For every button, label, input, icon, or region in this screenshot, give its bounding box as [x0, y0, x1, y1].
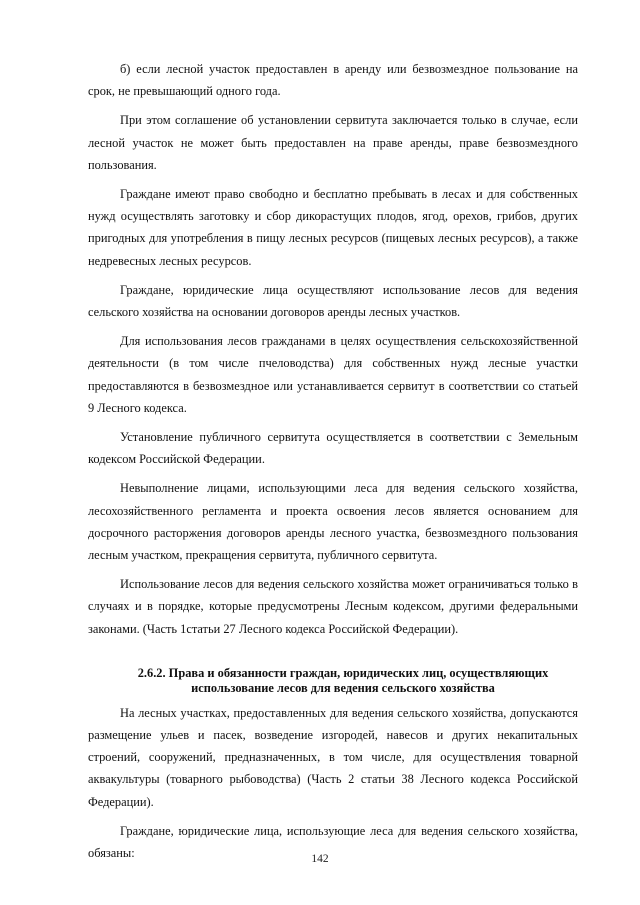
paragraph-lease-term: б) если лесной участок предоставлен в аренду или безвозмездное пользование на срок, не превышающий одного года. — [88, 62, 578, 99]
document-page — [88, 58, 578, 871]
paragraph-citizens-rights: Граждане имеют право свободно и бесплатно пребывать в лесах и для собственных нужд осуществлять заготовку и сбор дикорастущих плодов, ягод, орехов, грибов, других пригодных для употребления в пищу лесных ресурсов (пищевых лесных ресурсов), а также недревесных лесных ресурсов. — [88, 187, 578, 268]
paragraph-lease-basis: Граждане, юридические лица осуществляют использование лесов для ведения сельского хозяйства на основании договоров аренды лесных участков. — [88, 282, 578, 320]
paragraph-obligations-intro: Граждане, юридические лица, использующие леса для ведения сельского хозяйства, обязаны: — [88, 823, 578, 861]
section-heading-line1: 2.6.2. Права и обязанности граждан, юридических лиц, осуществляющих — [137, 665, 549, 680]
paragraph-agricultural-use: Для использования лесов гражданами в целях осуществления сельскохозяйственной деятельности (в том числе пчеловодства) для собственных нужд лесные участки предоставляются в безвозмездное или устанавливается сервитут в соответствии со статьей 9 Лесного кодекса. — [88, 334, 578, 415]
paragraph-restrictions: Использование лесов для ведения сельского хозяйства может ограничиваться только в случаях и в порядке, которые предусмотрены Лесным кодексом, другими федеральными законами. (Часть 1статьи 27 Лесного кодекса Российской Федерации). — [88, 577, 578, 636]
paragraph-termination: Невыполнение лицами, использующими леса для ведения сельского хозяйства, лесохозяйственного регламента и проекта освоения лесов является основанием для досрочного расторжения договоров аренды лесного участка, безвозмездного пользования лесным участком, прекращения сервитута, публичного сервитута. — [88, 481, 578, 563]
section-heading — [88, 666, 578, 696]
page-number: 142 — [311, 853, 329, 865]
section-heading-line2: использование лесов для ведения сельского хозяйства — [191, 680, 495, 695]
paragraph-public-servitude: Установление публичного сервитута осуществляется в соответствии с Земельным кодексом Российской Федерации. — [88, 430, 578, 467]
paragraph-servitude-agreement: При этом соглашение об установлении сервитута заключается только в случае, если лесной участок не может быть предоставлен на праве аренды, праве безвозмездного пользования. — [88, 113, 578, 172]
paragraph-allowed-structures: На лесных участках, предоставленных для ведения сельского хозяйства, допускаются размещение ульев и пасек, возведение изгородей, навесов и других некапитальных строений, сооружений, предназначенных, в том числе, для осуществления товарной аквакультуры (товарного рыбоводства) (Часть 2 статьи 38 Лесного кодекса Российской Федерации). — [88, 705, 578, 809]
